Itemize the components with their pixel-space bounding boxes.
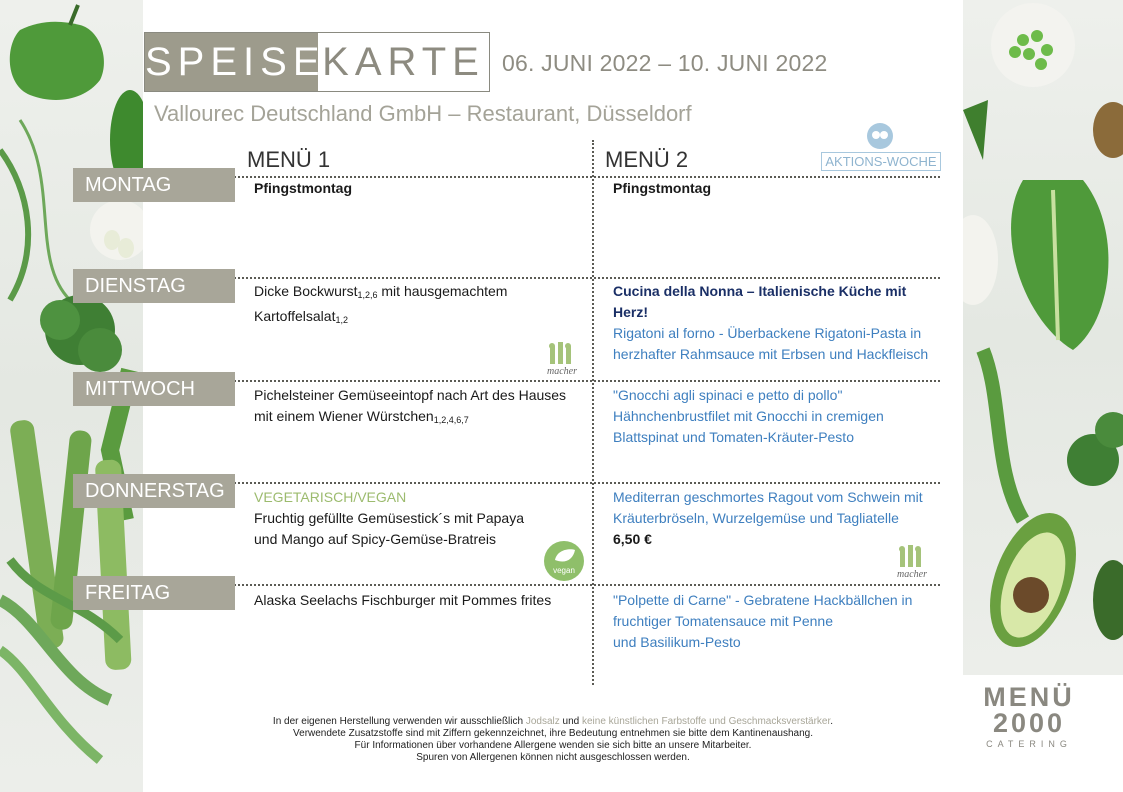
montag-menu2: Pfingstmontag xyxy=(613,180,711,196)
day-tab-mittwoch: MITTWOCH xyxy=(73,372,235,406)
menu2-heading: MENÜ 2 xyxy=(605,147,689,172)
day-tab-montag: MONTAG xyxy=(73,168,235,202)
footer-text: und xyxy=(559,716,582,727)
freitag-menu1: Alaska Seelachs Fischburger mit Pommes frites xyxy=(254,592,552,608)
row-divider xyxy=(213,277,940,279)
additive-numbers: 1,2,6 xyxy=(357,290,378,300)
title-box xyxy=(144,32,490,92)
dish-text: herzhafter Rahmsauce mit Erbsen und Hackfleisch xyxy=(613,346,929,362)
dish-text: Kartoffelsalat xyxy=(254,308,336,324)
macher-text: macher xyxy=(547,366,577,376)
donnerstag-menu1 xyxy=(254,487,574,550)
dish-text: Dicke Bockwurst xyxy=(254,283,358,299)
dish-text: mit einem Wiener Würstchen xyxy=(254,408,434,424)
additive-numbers: 1,2 xyxy=(335,315,348,325)
dish-text: Hähnchenbrustfilet mit Gnocchi in cremigen xyxy=(613,408,884,424)
footer-highlight: keine künstlichen Farbstoffe und Geschmacksverstärker xyxy=(582,716,831,727)
theme-heading: Cucina della Nonna – Italienische Küche mit Herz! xyxy=(613,283,907,320)
macher-text: macher xyxy=(897,569,927,579)
footer-text: Für Informationen über vorhandene Allergene wenden sie sich bitte an unsere Mitarbeiter. xyxy=(354,740,752,751)
macher-badge-icon xyxy=(538,342,586,376)
dienstag-menu1 xyxy=(254,281,574,331)
dish-text: "Polpette di Carne" - Gebratene Hackbällchen in xyxy=(613,592,913,608)
row-divider xyxy=(213,380,940,382)
logo-line3: CATERING xyxy=(986,739,1072,749)
additive-numbers: 1,2,4,6,7 xyxy=(433,415,469,425)
restaurant-subtitle: Vallourec Deutschland GmbH – Restaurant, Düsseldorf xyxy=(154,101,692,126)
dish-text: mit hausgemachtem xyxy=(377,283,508,299)
menu2000-logo xyxy=(973,684,1085,756)
dish-text: Kräuterbröseln, Wurzelgemüse und Tagliatelle xyxy=(613,510,899,526)
footer-text: . xyxy=(830,716,834,727)
date-range: 06. JUNI 2022 – 10. JUNI 2022 xyxy=(502,50,828,76)
dish-text: fruchtiger Tomatensauce mit Penne xyxy=(613,613,833,629)
donnerstag-menu2 xyxy=(613,487,933,550)
dish-text: und Mango auf Spicy-Gemüse-Bratreis xyxy=(254,531,496,547)
dish-text: "Gnocchi agli spinaci e petto di pollo" xyxy=(613,387,843,403)
logo-line2: 2000 xyxy=(992,708,1066,738)
day-tab-freitag: FREITAG xyxy=(73,576,235,610)
montag-menu1: Pfingstmontag xyxy=(254,180,352,196)
title-karte: KARTE xyxy=(322,40,485,84)
mittwoch-menu1 xyxy=(254,385,574,431)
row-divider xyxy=(213,482,940,484)
freitag-menu2 xyxy=(613,590,933,653)
macher-badge-icon xyxy=(888,545,936,579)
row-divider xyxy=(213,584,940,586)
dish-text: Rigatoni al forno - Überbackene Rigatoni-Pasta in xyxy=(613,325,922,341)
vegan-text: vegan xyxy=(553,566,575,575)
day-tab-dienstag: DIENSTAG xyxy=(73,269,235,303)
day-tab-donnerstag: DONNERSTAG xyxy=(73,474,235,508)
footer-text: Verwendete Zusatzstoffe sind mit Ziffern gekennzeichnet, ihre Bedeutung entnehmen sie bitte dem Kantinenaushang. xyxy=(293,728,813,739)
aktions-woche-label: AKTIONS-WOCHE xyxy=(821,152,941,171)
menu1-heading: MENÜ 1 xyxy=(247,147,331,172)
footer-text: Spuren von Allergenen können nicht ausgeschlossen werden. xyxy=(416,752,690,763)
footer-highlight: Jodsalz xyxy=(525,716,560,727)
dienstag-menu2 xyxy=(613,281,933,365)
dish-text: Pichelsteiner Gemüseeintopf nach Art des Hauses xyxy=(254,387,567,403)
footer-notes xyxy=(210,716,896,764)
aktion-logo-icon xyxy=(863,121,897,151)
column-divider xyxy=(592,140,594,685)
title-speise: SPEISE xyxy=(145,33,318,91)
vegetables-photo-right xyxy=(963,0,1123,675)
dish-text: und Basilikum-Pesto xyxy=(613,634,741,650)
dish-text: Blattspinat und Tomaten-Kräuter-Pesto xyxy=(613,429,854,445)
price: 6,50 € xyxy=(613,531,652,547)
dish-text: Mediterran geschmortes Ragout vom Schwein mit xyxy=(613,489,923,505)
footer-text: In der eigenen Herstellung verwenden wir ausschließlich xyxy=(272,716,526,727)
vegetarian-tag: VEGETARISCH/VEGAN xyxy=(254,489,407,505)
mittwoch-menu2 xyxy=(613,385,933,448)
vegan-badge-icon xyxy=(543,540,585,582)
logo-line1: MENÜ xyxy=(983,682,1075,712)
dish-text: Fruchtig gefüllte Gemüsestick´s mit Papaya xyxy=(254,510,524,526)
